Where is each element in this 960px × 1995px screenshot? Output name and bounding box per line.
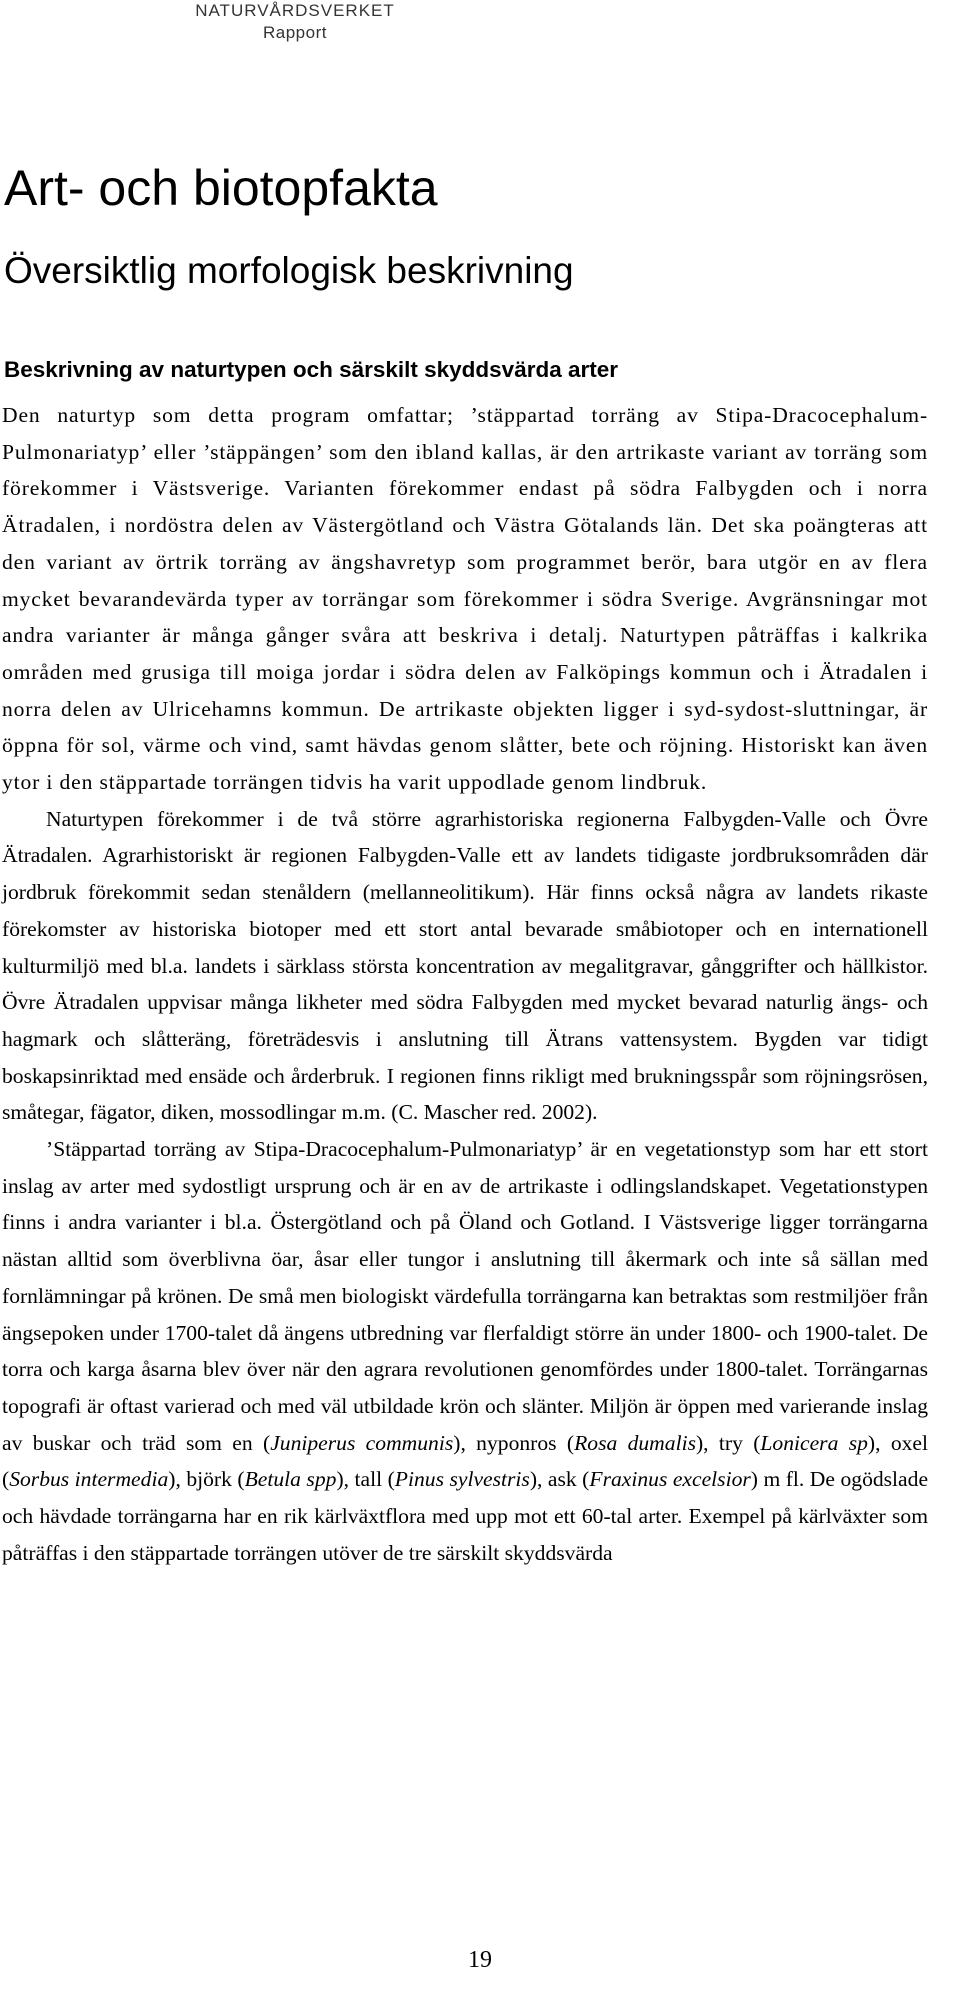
header-document-type: Rapport [263, 23, 327, 42]
paragraph-3-text: ), björk ( [168, 1467, 245, 1492]
species-name: Lonicera sp [760, 1430, 868, 1455]
paragraph-3-text: ), tall ( [336, 1467, 395, 1492]
paragraph-2: Naturtypen förekommer i de två större agrarhistoriska regionerna Falbygden-Valle och Övre Ätradalen. Agrarhistoriskt är regionen Falbygden-Valle ett av landets tidigaste jordbruksområden där jordbruk förekommit sedan stenåldern (mellanneolitikum). Här finns också några av landets rikaste förekomster av historiska biotoper med ett stort antal bevarade småbiotoper och en internationell kulturmiljö med bl.a. landets i särklass största koncentration av megalitgravar, gånggrifter och hällkistor. Övre Ätradalen uppvisar många likheter med södra Falbygden med mycket bevarad naturlig ängs- och hagmark och slåtteräng, företrädesvis i anslutning till Ätrans vattensystem. Bygden var tidigt boskapsinriktad med ensäde och årderbruk. I regionen finns rikligt med brukningsspår som röjningsrösen, småtegar, fägator, diken, mossodlingar m.m. (C. Mascher red. 2002). [2, 806, 928, 1125]
species-name: Betula spp [244, 1467, 337, 1492]
paragraph-3-text: ), try ( [695, 1430, 761, 1455]
paragraph-3-text: ’Stäppartad torräng av Stipa-Dracocephalum-Pulmonariatyp’ är en vegetationstyp som har ett stort inslag av arter med sydostligt ursprung och är en av de artrikaste i odlingslandskapet. Vegetationstypen finns i andra varianter i bl.a. Östergötland och på Öland och Gotland. I Västsverige ligger torrängarna nästan alltid som överblivna öar, åsar eller tungor i anslutning till åkermark och inte så sällan med fornlämningar på krönen. De små men biologiskt värdefulla torrängarna kan betraktas som restmiljöer från ängsepoken under 1700-talet då ängens utbredning var flerfaldigt större än under 1800- och 1900-talet. De torra och karga åsarna blev över när den agrara revolutionen genomfördes under 1800-talet. Torrängarnas topografi är oftast varierad och med väl utbildade krön och slänter. Miljön är öppen med varierande inslag av buskar och träd som en ( [2, 1137, 928, 1455]
paragraph-3-text: ), nyponros ( [453, 1430, 575, 1455]
species-name: Sorbus intermedia [9, 1467, 169, 1492]
page-header [0, 0, 590, 44]
body-text [2, 397, 928, 1572]
section-heading: Beskrivning av naturtypen och särskilt skyddsvärda arter [4, 357, 619, 382]
species-name: Juniperus communis [270, 1430, 454, 1455]
paragraph-3 [2, 1131, 928, 1571]
species-name: Pinus sylvestris [394, 1467, 530, 1492]
paragraph-1: Den naturtyp som detta program omfattar; ’stäppartad torräng av Stipa-Dracocephalum-Pulmonariatyp’ eller ’stäppängen’ som den ibland kallas, är den artrikaste variant av torräng som förekommer i Västsverige. Varianten förekommer endast på södra Falbygden och i norra Ätradalen, i nordöstra delen av Västergötland och Västra Götalands län. Det ska poängteras att den variant av örtrik torräng av ängshavretyp som programmet berör, bara utgör en av flera mycket bevarandevärda typer av torrängar som förekommer i södra Sverige. Avgränsningar mot andra varianter är många gånger svåra att beskriva i detalj. Naturtypen påträffas i kalkrika områden med grusiga till moiga jordar i södra delen av Falköpings kommun och i Ätradalen i norra delen av Ulricehamns kommun. De artrikaste objekten ligger i syd-sydost-sluttningar, är öppna för sol, värme och vind, samt hävdas genom slåtter, bete och röjning. Historiskt kan även ytor i den stäppartade torrängen tidvis ha varit uppodlade genom lindbruk. [2, 403, 928, 795]
paragraph-3-text: ), oxel ( [2, 1430, 928, 1492]
page-number: 19 [468, 1947, 492, 1973]
species-name: Fraxinus excelsior [589, 1467, 751, 1492]
chapter-subtitle: Översiktlig morfologisk beskrivning [4, 250, 574, 291]
paragraph-3-text: ), ask ( [529, 1467, 590, 1492]
species-name: Rosa dumalis [574, 1430, 696, 1455]
header-organization: NATURVÅRDSVERKET [195, 1, 395, 20]
paragraph-3-text: ) m fl. De ogödslade och hävdade torrängarna har en rik kärlväxtflora med upp mot ett 60-tal arter. Exempel på kärlväxter som påträffas i den stäppartade torrängen utöver de tre särskilt skyddsvärda [2, 1467, 929, 1565]
chapter-title: Art- och biotopfakta [4, 160, 438, 216]
